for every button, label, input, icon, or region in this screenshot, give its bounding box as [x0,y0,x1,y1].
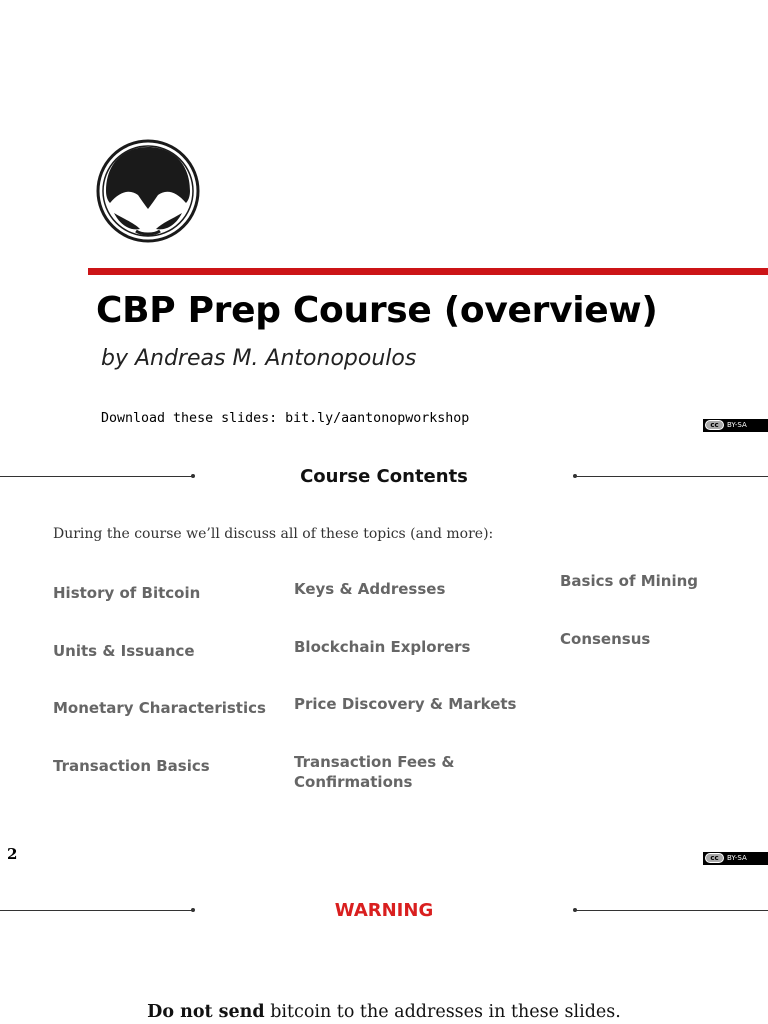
license-text: BY-SA [727,421,747,429]
right-rule [574,476,768,477]
topic-item: History of Bitcoin [53,584,201,602]
topic-item: Units & Issuance [53,642,195,660]
page-title: CBP Prep Course (overview) [96,290,658,331]
right-rule [574,910,768,911]
topic-item: Basics of Mining [560,572,699,590]
cc-icon: cc [705,420,724,430]
license-text: BY-SA [727,854,747,862]
author-byline: by Andreas M. Antonopoulos [101,346,417,371]
helmet-logo-icon [96,139,200,243]
warning-message [0,1002,768,1022]
warning-emphasis: Do not send [147,1002,265,1022]
cc-icon: cc [705,853,724,863]
course-contents-heading [0,464,768,490]
warning-heading [0,898,768,924]
warning-rest: bitcoin to the addresses in these slides. [264,1002,621,1022]
section-title: Course Contents [300,466,468,487]
topic-item: Monetary Characteristics [53,699,266,717]
title-divider [88,268,768,275]
page-number: 2 [7,845,18,863]
download-slides-text: Download these slides: bit.ly/aantonopworkshop [101,411,470,426]
topic-item: Consensus [560,630,651,648]
cc-license-badge [703,852,768,865]
topic-item: Transaction Basics [53,757,210,775]
course-intro: During the course we’ll discuss all of these topics (and more): [53,526,494,542]
topic-item: Price Discovery & Markets [294,695,517,713]
topic-item: Transaction Fees & Confirmations [294,753,455,791]
topic-item: Keys & Addresses [294,580,446,598]
warning-title: WARNING [334,900,434,921]
cc-license-badge [703,419,768,432]
topic-item: Blockchain Explorers [294,638,471,656]
